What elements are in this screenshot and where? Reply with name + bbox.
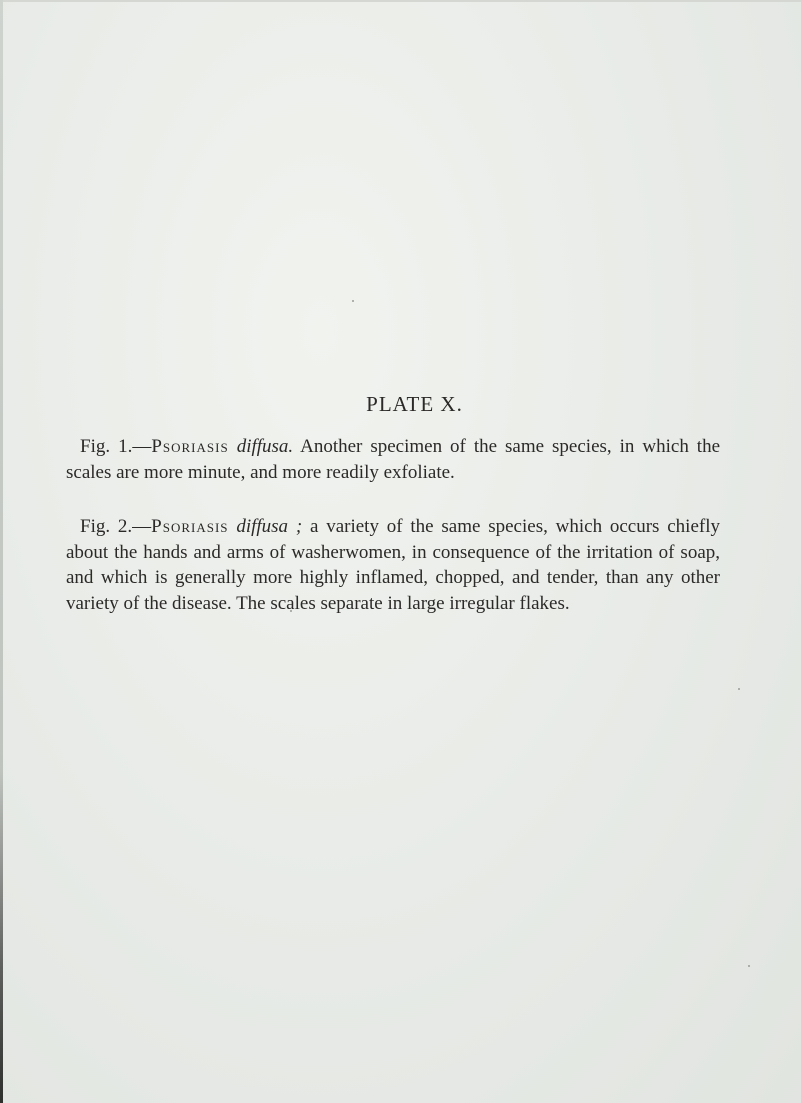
paper-speck — [352, 300, 354, 302]
paper-speck — [738, 688, 740, 690]
figure-1-caption — [66, 434, 720, 485]
figure-1-label: Fig. 1.— — [80, 436, 152, 457]
plate-title: PLATE X. — [366, 392, 463, 416]
page-binding-edge — [0, 0, 3, 1103]
figure-1-description: Another specimen of the same species, in which the scales are more minute, and more readily exfoliate. — [66, 436, 720, 483]
figure-2-description: a variety of the same species, which occurs chiefly about the hands and arms of washerwomen, in consequence of the irritation of soap, and which is generally more highly inflamed, chopped, and tender, than any other variety of the disease. The scales separate in large irregular flakes. — [66, 516, 720, 614]
figure-2-variety: diffusa ; — [236, 516, 303, 537]
figure-2-disease-name: Psoriasis — [151, 516, 229, 537]
figure-1-disease-name: Psoriasis — [151, 436, 229, 457]
paper-speck — [748, 965, 750, 967]
page-top-edge — [0, 0, 801, 2]
figure-2-label: Fig. 2.— — [80, 516, 152, 537]
figure-2-caption — [66, 514, 720, 616]
figure-1-variety: diffusa. — [236, 436, 294, 457]
